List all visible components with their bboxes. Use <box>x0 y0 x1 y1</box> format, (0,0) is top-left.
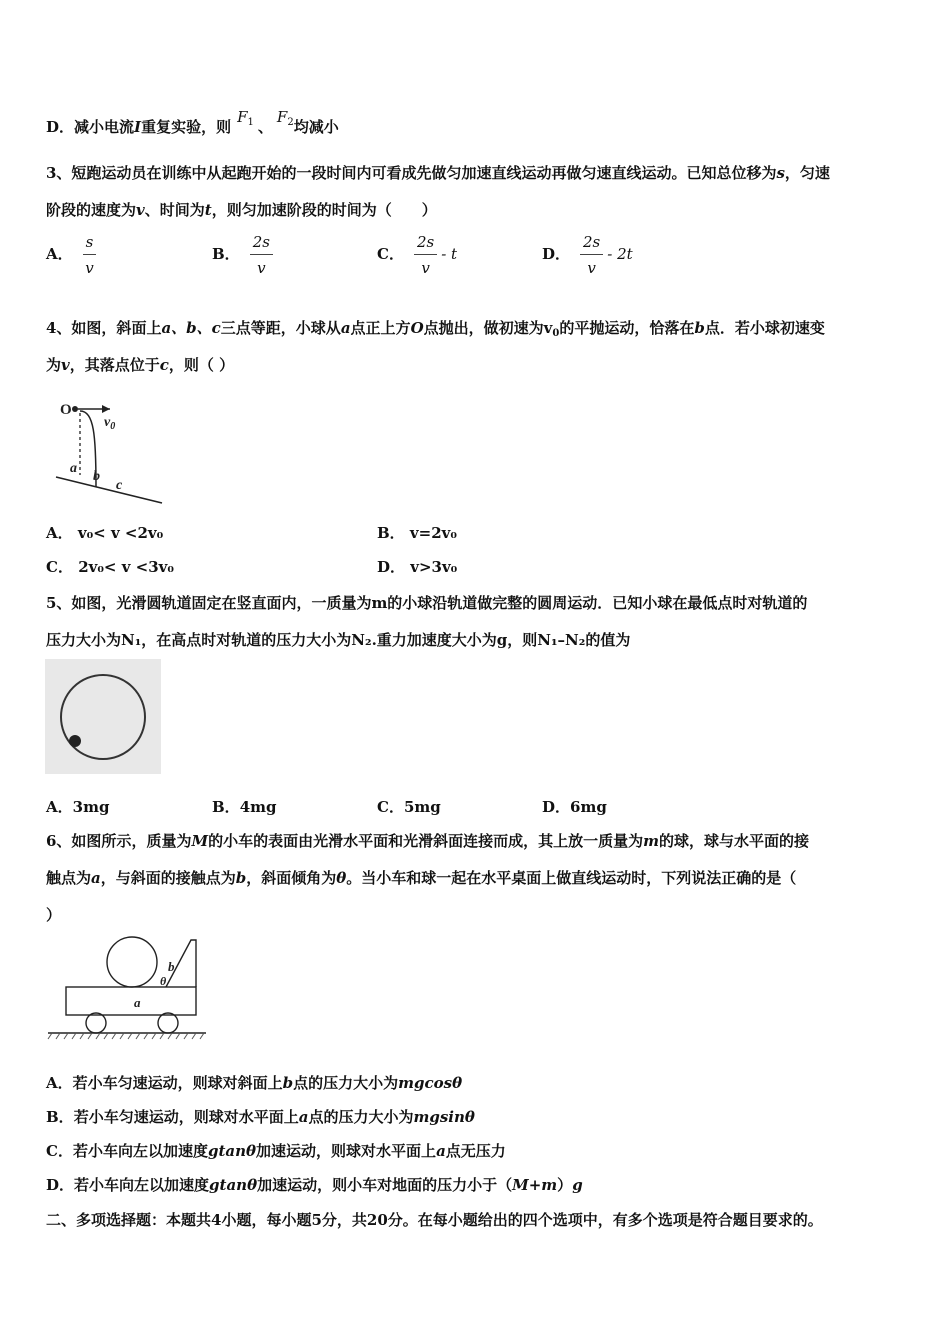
q5-option-a[interactable]: A．3mg <box>46 798 110 816</box>
q6-option-a[interactable]: A．若小车匀速运动，则球对斜面上b点的压力大小为mgcosθ <box>46 1074 463 1092</box>
q3-stem-line2: 阶段的速度为v、时间为t，则匀加速阶段的时间为（ ） <box>46 201 437 219</box>
q6-stem-line1: 6、如图所示，质量为M的小车的表面由光滑水平面和光滑斜面连接而成，其上放一质量为m的球，球与水平面的接 <box>46 832 809 850</box>
fig-label-b: b <box>93 469 100 484</box>
section-2-heading: 二、多项选择题：本题共4小题，每小题5分，共20分。在每小题给出的四个选项中，有多个选项是符合题目要求的。 <box>46 1211 823 1229</box>
q3-option-c[interactable]: C． $\frac{2s}{v}$ - t <box>377 233 458 277</box>
fig-label-theta: θ <box>160 974 167 988</box>
q4-option-a[interactable]: A． v₀< v <2v₀ <box>46 524 164 542</box>
q4-option-d[interactable]: D． v>3v₀ <box>377 558 458 576</box>
q3-stem-line1: 3、短跑运动员在训练中从起跑开始的一段时间内可看成先做匀加速直线运动再做匀速直线运动。已知总位移为s，匀速 <box>46 164 830 182</box>
q5-stem-line2: 压力大小为N₁，在高点时对轨道的压力大小为N₂.重力加速度大小为g，则N₁–N₂的值为 <box>46 631 631 649</box>
q4-stem-line1: 4、如图，斜面上a、b、c三点等距，小球从a点正上方O点抛出，做初速为$v_0$的平抛运动，恰落在b点．若小球初速变 <box>46 319 825 339</box>
prev-option-d: D．减小电流I重复实验，则$F^1$ 、$F^2$均减小 <box>46 108 339 136</box>
fig-label-a: a <box>70 461 77 476</box>
q5-circle-track-figure <box>45 659 161 774</box>
fig-label-c: c <box>116 478 123 493</box>
q4-option-c[interactable]: C． 2v₀< v <3v₀ <box>46 558 174 576</box>
q5-stem-line1: 5、如图，光滑圆轨道固定在竖直面内，一质量为m的小球沿轨道做完整的圆周运动．已知小球在最低点时对轨道的 <box>46 594 808 612</box>
q5-option-d[interactable]: D．6mg <box>542 798 607 816</box>
fig-label-a: a <box>134 995 141 1010</box>
q5-option-c[interactable]: C．5mg <box>377 798 441 816</box>
q3-option-d[interactable]: D． $\frac{2s}{v}$ - 2t <box>542 233 633 277</box>
q4-stem-line2: 为v，其落点位于c，则（ ） <box>46 356 235 374</box>
q3-option-b[interactable]: B． $\frac{2s}{v}$ <box>212 233 273 277</box>
q4-projectile-figure <box>46 395 171 510</box>
q6-option-c[interactable]: C．若小车向左以加速度gtanθ加速运动，则球对水平面上a点无压力 <box>46 1142 506 1160</box>
wheel <box>158 1013 178 1033</box>
q6-stem-line2: 触点为a，与斜面的接触点为b，斜面倾角为θ。当小车和球一起在水平桌面上做直线运动时，下列说法正确的是（ <box>46 869 797 887</box>
fig-label-o: O <box>60 402 72 418</box>
fig-label-v0: $v_0$ <box>104 415 116 432</box>
ball <box>69 735 81 747</box>
q6-option-d[interactable]: D．若小车向左以加速度gtanθ加速运动，则小车对地面的压力小于（M+m）g <box>46 1176 583 1194</box>
fig-label-b: b <box>168 959 175 974</box>
q6-stem-line3: ） <box>46 906 62 924</box>
q6-option-b[interactable]: B．若小车匀速运动，则球对水平面上a点的压力大小为mgsinθ <box>46 1108 475 1126</box>
q4-option-b[interactable]: B． v=2v₀ <box>377 524 457 542</box>
q3-option-a[interactable]: A． $\frac{s}{v}$ <box>46 233 96 277</box>
wheel <box>86 1013 106 1033</box>
q5-option-b[interactable]: B．4mg <box>212 798 277 816</box>
q6-cart-figure <box>46 935 208 1043</box>
